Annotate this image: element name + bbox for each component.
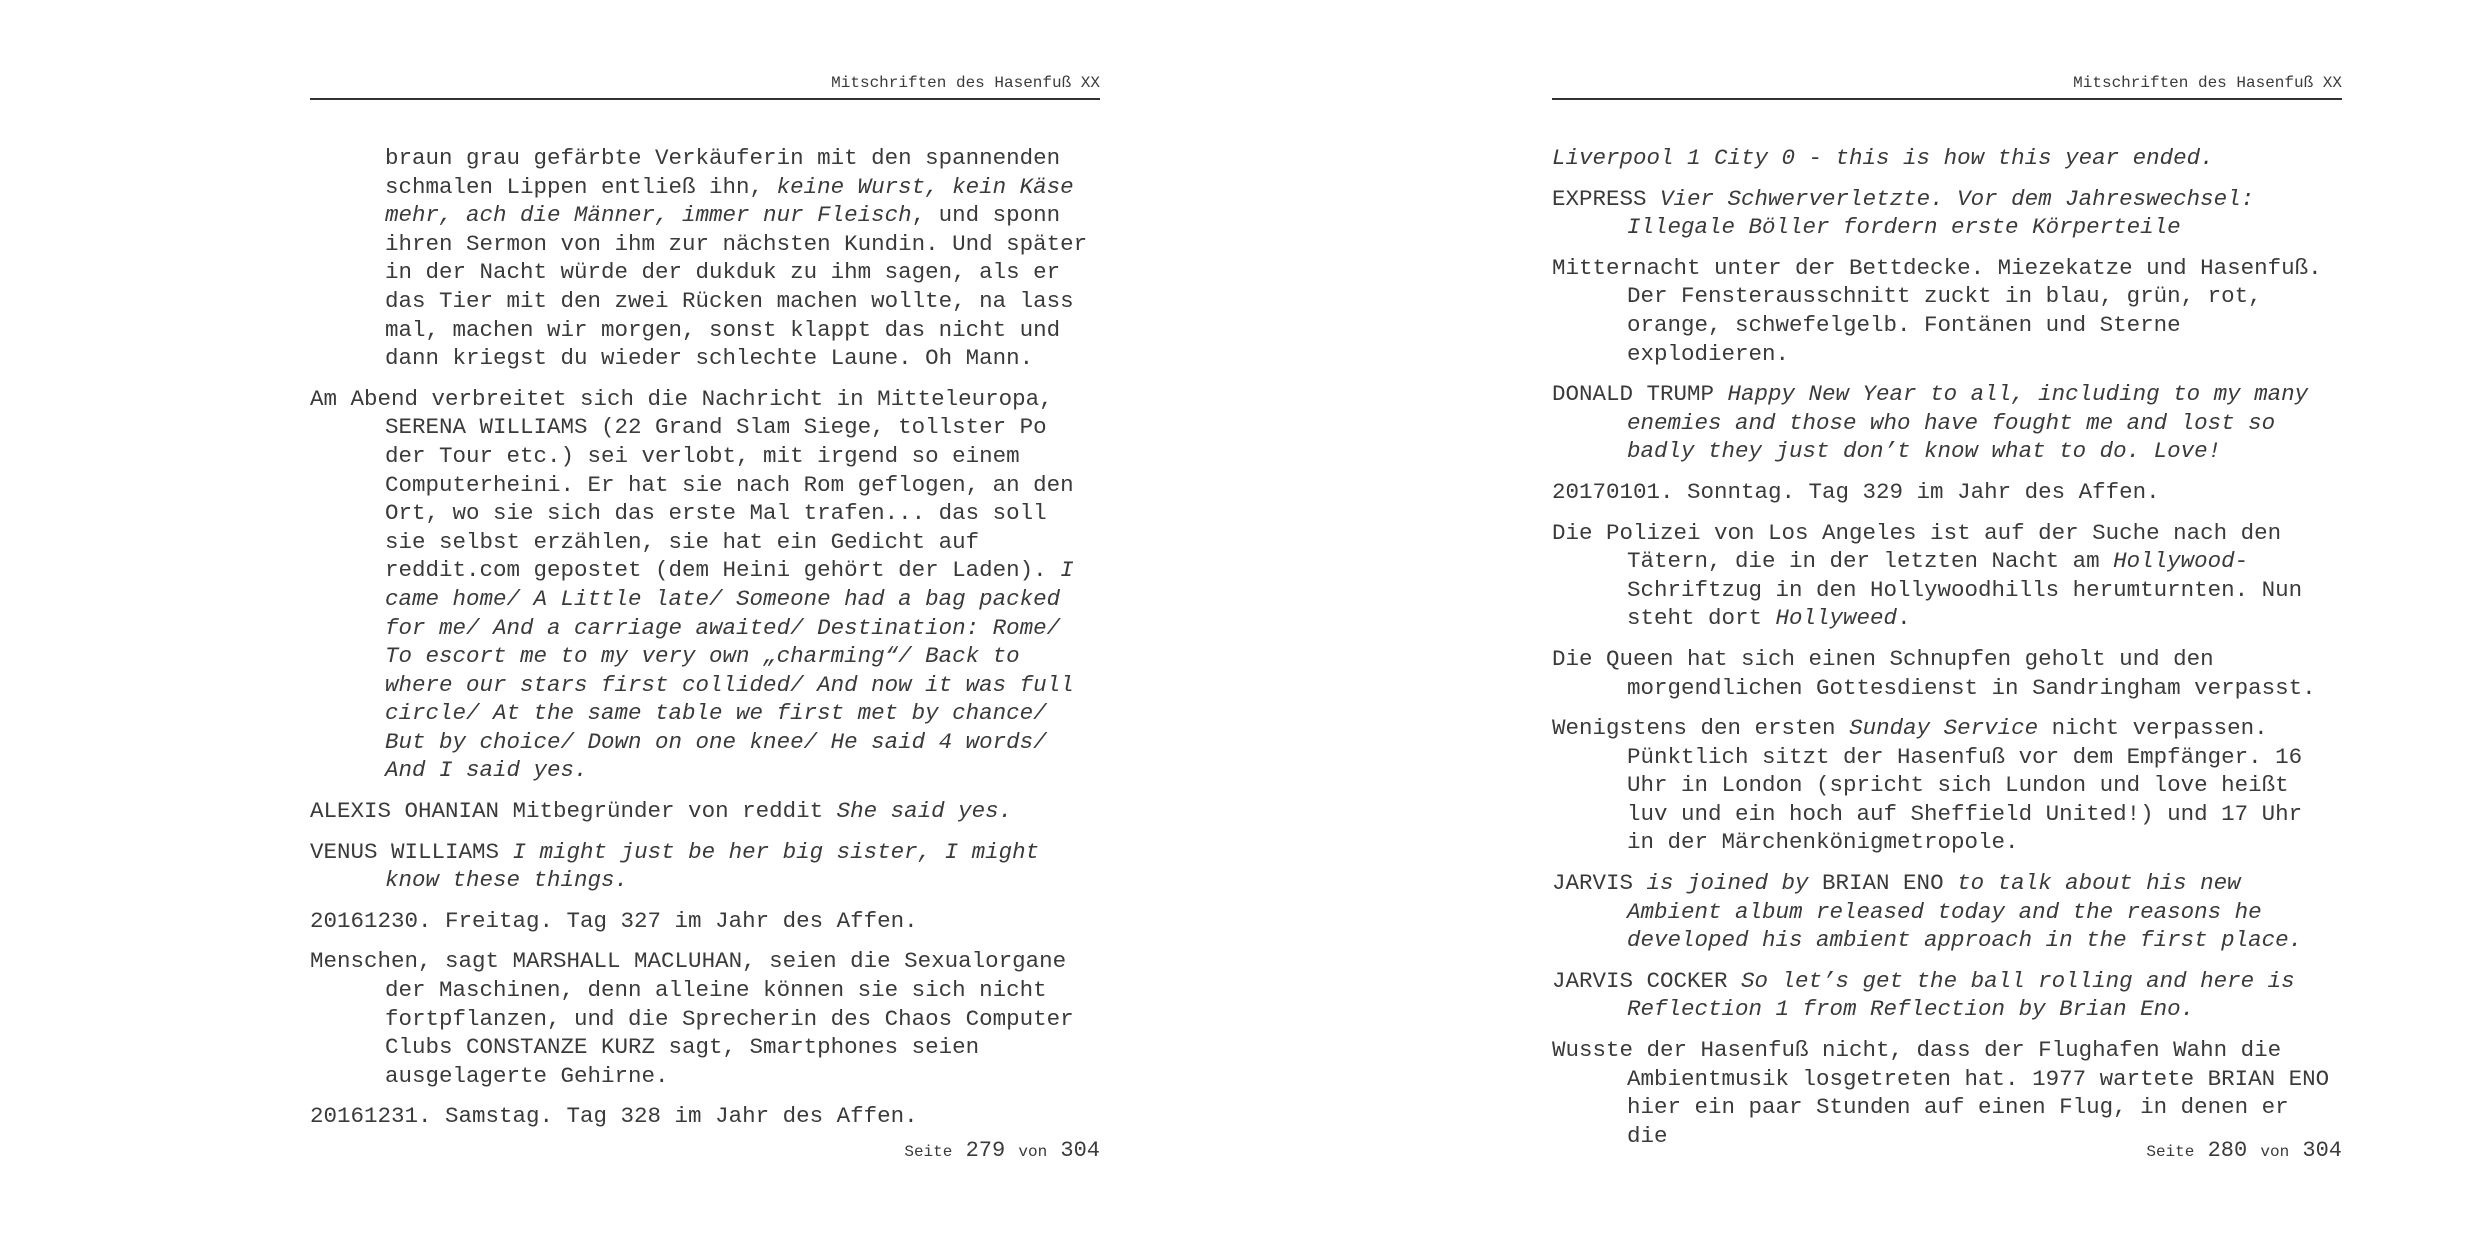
page-footer [904, 1138, 1100, 1163]
diary-entry [310, 947, 1100, 1090]
diary-entry [1552, 967, 2342, 1024]
diary-entry [1552, 1036, 2342, 1150]
footer-seite-label: Seite [2146, 1143, 2195, 1161]
footer-von-label: von [1018, 1143, 1048, 1161]
diary-entry [310, 1102, 1100, 1131]
diary-entry [310, 797, 1100, 826]
italic-text: Liverpool 1 City 0 - this is how this year ended. [1552, 145, 2214, 171]
continued-paragraph [310, 144, 1100, 373]
running-header: Mitschriften des Hasenfuß XX [310, 74, 1100, 100]
footer-von-label: von [2260, 1143, 2290, 1161]
text-run: BRIAN ENO [1822, 870, 1958, 897]
italic-text: Hollyweed [1775, 605, 1898, 632]
diary-entry [1552, 254, 2342, 368]
italic-text: Vier Schwerverletzte. Vor dem Jahreswechsel: Illegale Böller fordern erste Körperteile [1627, 185, 2255, 241]
diary-entry [1552, 380, 2342, 466]
diary-entry [1552, 478, 2342, 507]
footer-page-total: 304 [2302, 1138, 2342, 1163]
page-body [1552, 144, 2342, 1162]
text-run: 20170101. Sonntag. Tag 329 im Jahr des Affen. [1552, 478, 2160, 505]
italic-text: She said yes. [836, 798, 1013, 825]
diary-entry [310, 385, 1100, 785]
italic-text: to talk about his new Ambient album released today and the reasons he developed his ambient approach in the first place. [1627, 870, 2303, 954]
text-run: JARVIS COCKER [1552, 967, 1742, 994]
text-run: -Schriftzug in den Hollywoodhills herumturnten. Nun steht dort [1627, 548, 2303, 632]
running-header: Mitschriften des Hasenfuß XX [1552, 74, 2342, 100]
text-run: . [1897, 605, 1911, 632]
diary-entry [310, 907, 1100, 936]
text-run: 20161230. Freitag. Tag 327 im Jahr des Affen. [310, 907, 918, 934]
text-run: Am Abend verbreitet sich die Nachricht in Mitteleuropa, SERENA WILLIAMS (22 Grand Slam Siege, tollster Po der Tour etc.) sei verlobt, mit irgend so einem Computerheini. Er hat sie nach Rom geflogen, an den Ort, wo sie sich das erste Mal trafen... das soll sie selbst erzählen, sie hat ein Gedicht auf reddit.com gepostet (dem Heini gehört der Laden). [310, 385, 1074, 584]
footer-page-number: 279 [965, 1138, 1006, 1163]
text-run: braun grau gefärbte Verkäuferin mit den spannenden schmalen Lippen entließ ihn, [385, 145, 1061, 200]
page-body [310, 144, 1100, 1143]
text-run: Menschen, sagt MARSHALL MACLUHAN, seien die Sexualorgane der Maschinen, denn alleine können sie sich nicht fortpflanzen, und die Sprecherin des Chaos Computer Clubs CONSTANZE KURZ sagt, Smartphones seien ausgelagerte Gehirne. [310, 948, 1074, 1089]
text-run: Die Polizei von Los Angeles ist auf der Suche nach den Tätern, die in der letzten Nacht am [1552, 519, 2282, 575]
diary-entry [310, 838, 1100, 895]
diary-entry [1552, 144, 2342, 173]
footer-page-total: 304 [1060, 1138, 1100, 1163]
italic-text: I might just be her big sister, I might know these things. [385, 838, 1040, 894]
text-run: Die Queen hat sich einen Schnupfen geholt und den morgendlichen Gottesdienst in Sandringham verpasst. [1552, 645, 2316, 701]
text-run: , und sponn ihren Sermon von ihm zur nächsten Kundin. Und später in der Nacht würde der dukduk zu ihm sagen, als er das Tier mit den zwei Rücken machen wollte, na lass mal, machen wir morgen, sonst klappt das nicht und dann kriegst du wieder schlechte Laune. Oh Mann. [385, 202, 1088, 372]
italic-text: is joined by [1646, 870, 1823, 897]
italic-text: Sunday Service [1849, 715, 2039, 742]
page-footer [2146, 1138, 2342, 1163]
right-page [1552, 0, 2342, 1240]
diary-entry [1552, 519, 2342, 633]
italic-text: Hollywood [2113, 548, 2235, 575]
text-run: Mitternacht unter der Bettdecke. Miezekatze und Hasenfuß. Der Fensterausschnitt zuckt in blau, grün, rot, orange, schwefelgelb. Fontänen und Sterne explodieren. [1552, 254, 2322, 367]
italic-text: I came home/ A Little late/ Someone had a bag packed for me/ And a carriage awaited/ Destination: Rome/ To escort me to my very own „charming“/ Back to where our stars first collided/ And now it was full circle/ At the same table we first met by chance/ But by choice/ Down on one knee/ He said 4 words/ And I said yes. [385, 557, 1074, 784]
italic-text: Happy New Year to all, including to my many enemies and those who have fought me and lost so badly they just don’t know what to do. Love! [1627, 381, 2309, 465]
footer-page-number: 280 [2207, 1138, 2248, 1163]
text-run: Wusste der Hasenfuß nicht, dass der Flughafen Wahn die Ambientmusik losgetreten hat. 1977 wartete BRIAN ENO hier ein paar Stunden auf einen Flug, in denen er die [1552, 1037, 2330, 1149]
diary-entry [1552, 185, 2342, 242]
text-run: ALEXIS OHANIAN Mitbegründer von reddit [310, 798, 837, 825]
italic-text: keine Wurst, kein Käse mehr, ach die Männer, immer nur Fleisch [385, 173, 1074, 229]
text-run: JARVIS [1552, 870, 1647, 897]
text-run: EXPRESS [1552, 185, 1661, 212]
diary-entry [1552, 869, 2342, 955]
text-run: VENUS WILLIAMS [310, 838, 513, 865]
text-run: DONALD TRUMP [1552, 381, 1728, 408]
text-run: 20161231. Samstag. Tag 328 im Jahr des Affen. [310, 1103, 918, 1130]
footer-seite-label: Seite [904, 1143, 953, 1161]
italic-text: So let’s get the ball rolling and here is Reflection 1 from Reflection by Brian Eno. [1627, 967, 2295, 1023]
diary-entry [1552, 645, 2342, 702]
text-run: nicht verpassen. Pünktlich sitzt der Hasenfuß vor dem Empfänger. 16 Uhr in London (spricht sich Lundon und love heißt luv und ein hoch auf Sheffield United!) und 17 Uhr in der Märchenkönigmetropole. [1627, 715, 2303, 856]
diary-entry [1552, 714, 2342, 857]
left-page [310, 0, 1100, 1240]
text-run: Wenigstens den ersten [1552, 715, 1850, 742]
